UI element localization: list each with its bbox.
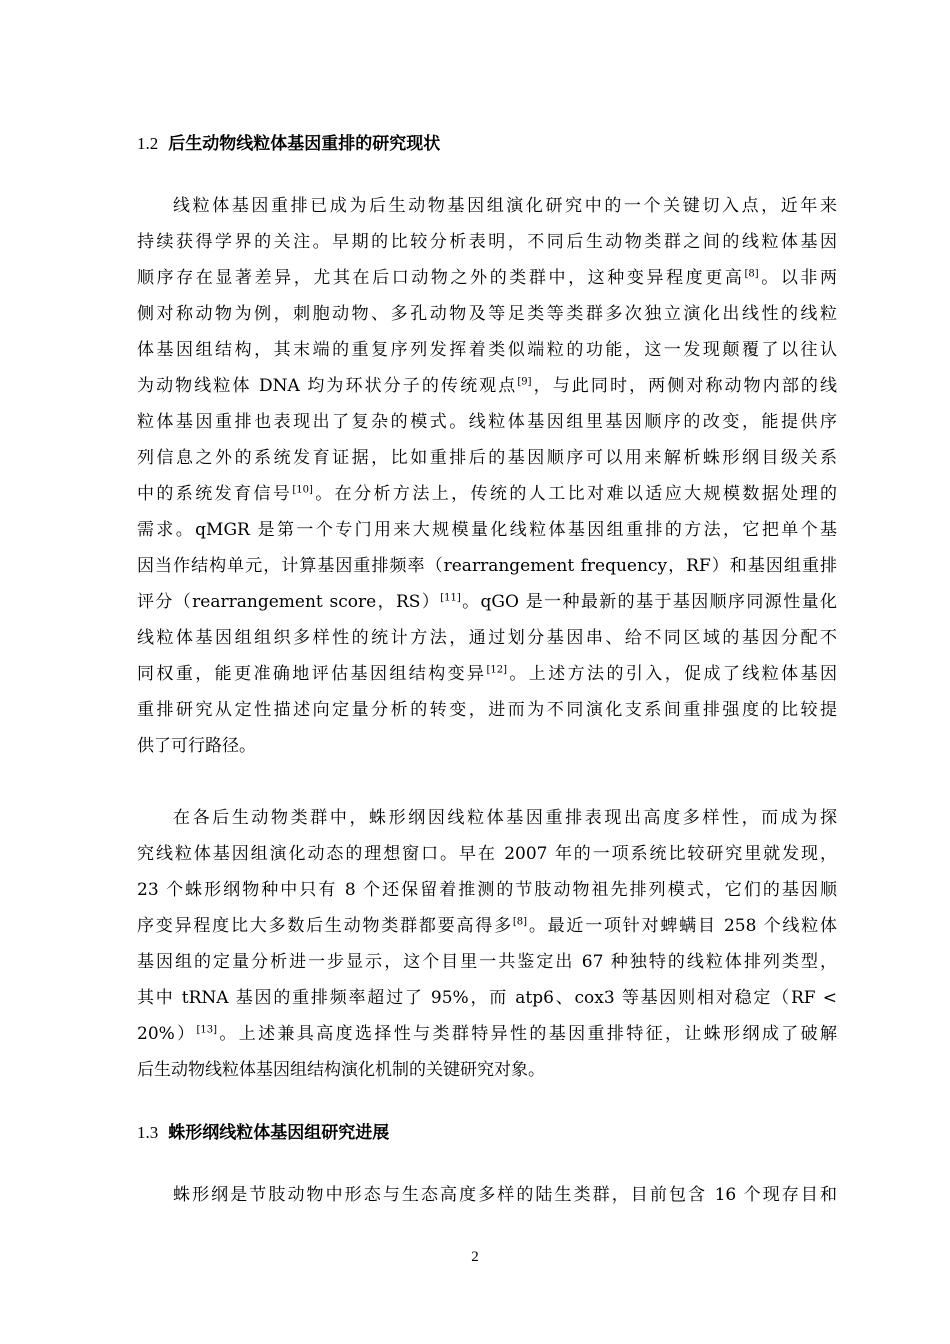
text-line: 因当作结构单元，计算基因重排频率（rearrangement frequency，RF）和基因组重排 <box>137 556 837 576</box>
section-heading-1-2 <box>137 133 440 155</box>
paragraph-3 <box>137 1177 837 1213</box>
text-line: 同权重，能更准确地评估基因组结构变异[12]。上述方法的引入，促成了线粒体基因 <box>137 664 838 684</box>
text-line: 线粒体基因组组织多样性的统计方法，通过划分基因串、给不同区域的基因分配不 <box>137 628 837 648</box>
text-line: 侧对称动物为例，刺胞动物、多孔动物及等足类等类群多次独立演化出线性的线粒 <box>137 304 837 324</box>
text-line: 持续获得学界的关注。早期的比较分析表明，不同后生动物类群之间的线粒体基因 <box>137 232 837 252</box>
citation-ref: [11] <box>440 592 461 604</box>
citation-ref: [8] <box>744 268 759 280</box>
citation-ref: [12] <box>486 664 507 676</box>
paragraph-2 <box>137 800 837 1088</box>
text-line: 后生动物线粒体基因组结构演化机制的关键研究对象。 <box>137 1060 545 1080</box>
text-line: 顺序存在显著差异，尤其在后口动物之外的类群中，这种变异程度更高[8]。以非两 <box>137 268 838 288</box>
text-line: 在各后生动物类群中，蛛形纲因线粒体基因重排表现出高度多样性，而成为探 <box>173 808 837 828</box>
citation-ref: [13] <box>196 1024 218 1036</box>
text-line: 23 个蛛形纲物种中只有 8 个还保留着推测的节肢动物祖先排列模式，它们的基因顺 <box>137 880 837 900</box>
text-line: 中的系统发育信号[10]。在分析方法上，传统的人工比对难以适应大规模数据处理的 <box>137 484 838 504</box>
page-number: 2 <box>471 1249 479 1265</box>
text-line: 究线粒体基因组演化动态的理想窗口。早在 2007 年的一项系统比较研究里就发现， <box>137 844 837 864</box>
text-line: 需求。qMGR 是第一个专门用来大规模量化线粒体基因组重排的方法，它把单个基 <box>137 520 837 540</box>
citation-ref: [9] <box>517 376 532 388</box>
text-line: 基因组的定量分析进一步显示，这个目里一共鉴定出 67 种独特的线粒体排列类型， <box>137 952 837 972</box>
citation-ref: [8] <box>512 916 528 928</box>
paragraph-1 <box>137 188 837 764</box>
section-title: 蛛形纲线粒体基因组研究进展 <box>168 1123 390 1143</box>
text-line: 20%）[13]。上述兼具高度选择性与类群特异性的基因重排特征，让蛛形纲成了破解 <box>137 1024 837 1044</box>
text-line: 其中 tRNA 基因的重排频率超过了 95%，而 atp6、cox3 等基因则相对稳定（RF < <box>137 988 837 1008</box>
text-line: 列信息之外的系统发育证据，比如重排后的基因顺序可以用来解析蛛形纲目级关系 <box>137 448 837 468</box>
section-heading-1-3 <box>137 1122 389 1144</box>
text-line: 蛛形纲是节肢动物中形态与生态高度多样的陆生类群，目前包含 16 个现存目和 <box>173 1185 837 1205</box>
text-line: 粒体基因重排也表现出了复杂的模式。线粒体基因组里基因顺序的改变，能提供序 <box>137 412 837 432</box>
citation-ref: [10] <box>292 484 313 496</box>
text-line: 为动物线粒体 DNA 均为环状分子的传统观点[9]，与此同时，两侧对称动物内部的线 <box>137 376 838 396</box>
section-title: 后生动物线粒体基因重排的研究现状 <box>168 134 441 154</box>
text-line: 重排研究从定性描述向定量分析的转变，进而为不同演化支系间重排强度的比较提 <box>137 700 837 720</box>
text-line: 序变异程度比大多数后生动物类群都要高得多[8]。最近一项针对蜱螨目 258 个线粒体 <box>137 916 837 936</box>
text-line: 体基因组结构，其末端的重复序列发挥着类似端粒的功能，这一发现颠覆了以往认 <box>137 340 837 360</box>
text-line: 线粒体基因重排已成为后生动物基因组演化研究中的一个关键切入点，近年来 <box>173 196 837 216</box>
section-number: 1.2 <box>137 134 159 153</box>
section-number: 1.3 <box>137 1123 159 1142</box>
text-line: 供了可行路径。 <box>137 736 256 756</box>
text-line: 评分（rearrangement score，RS）[11]。qGO 是一种最新的基于基因顺序同源性量化 <box>137 592 837 612</box>
